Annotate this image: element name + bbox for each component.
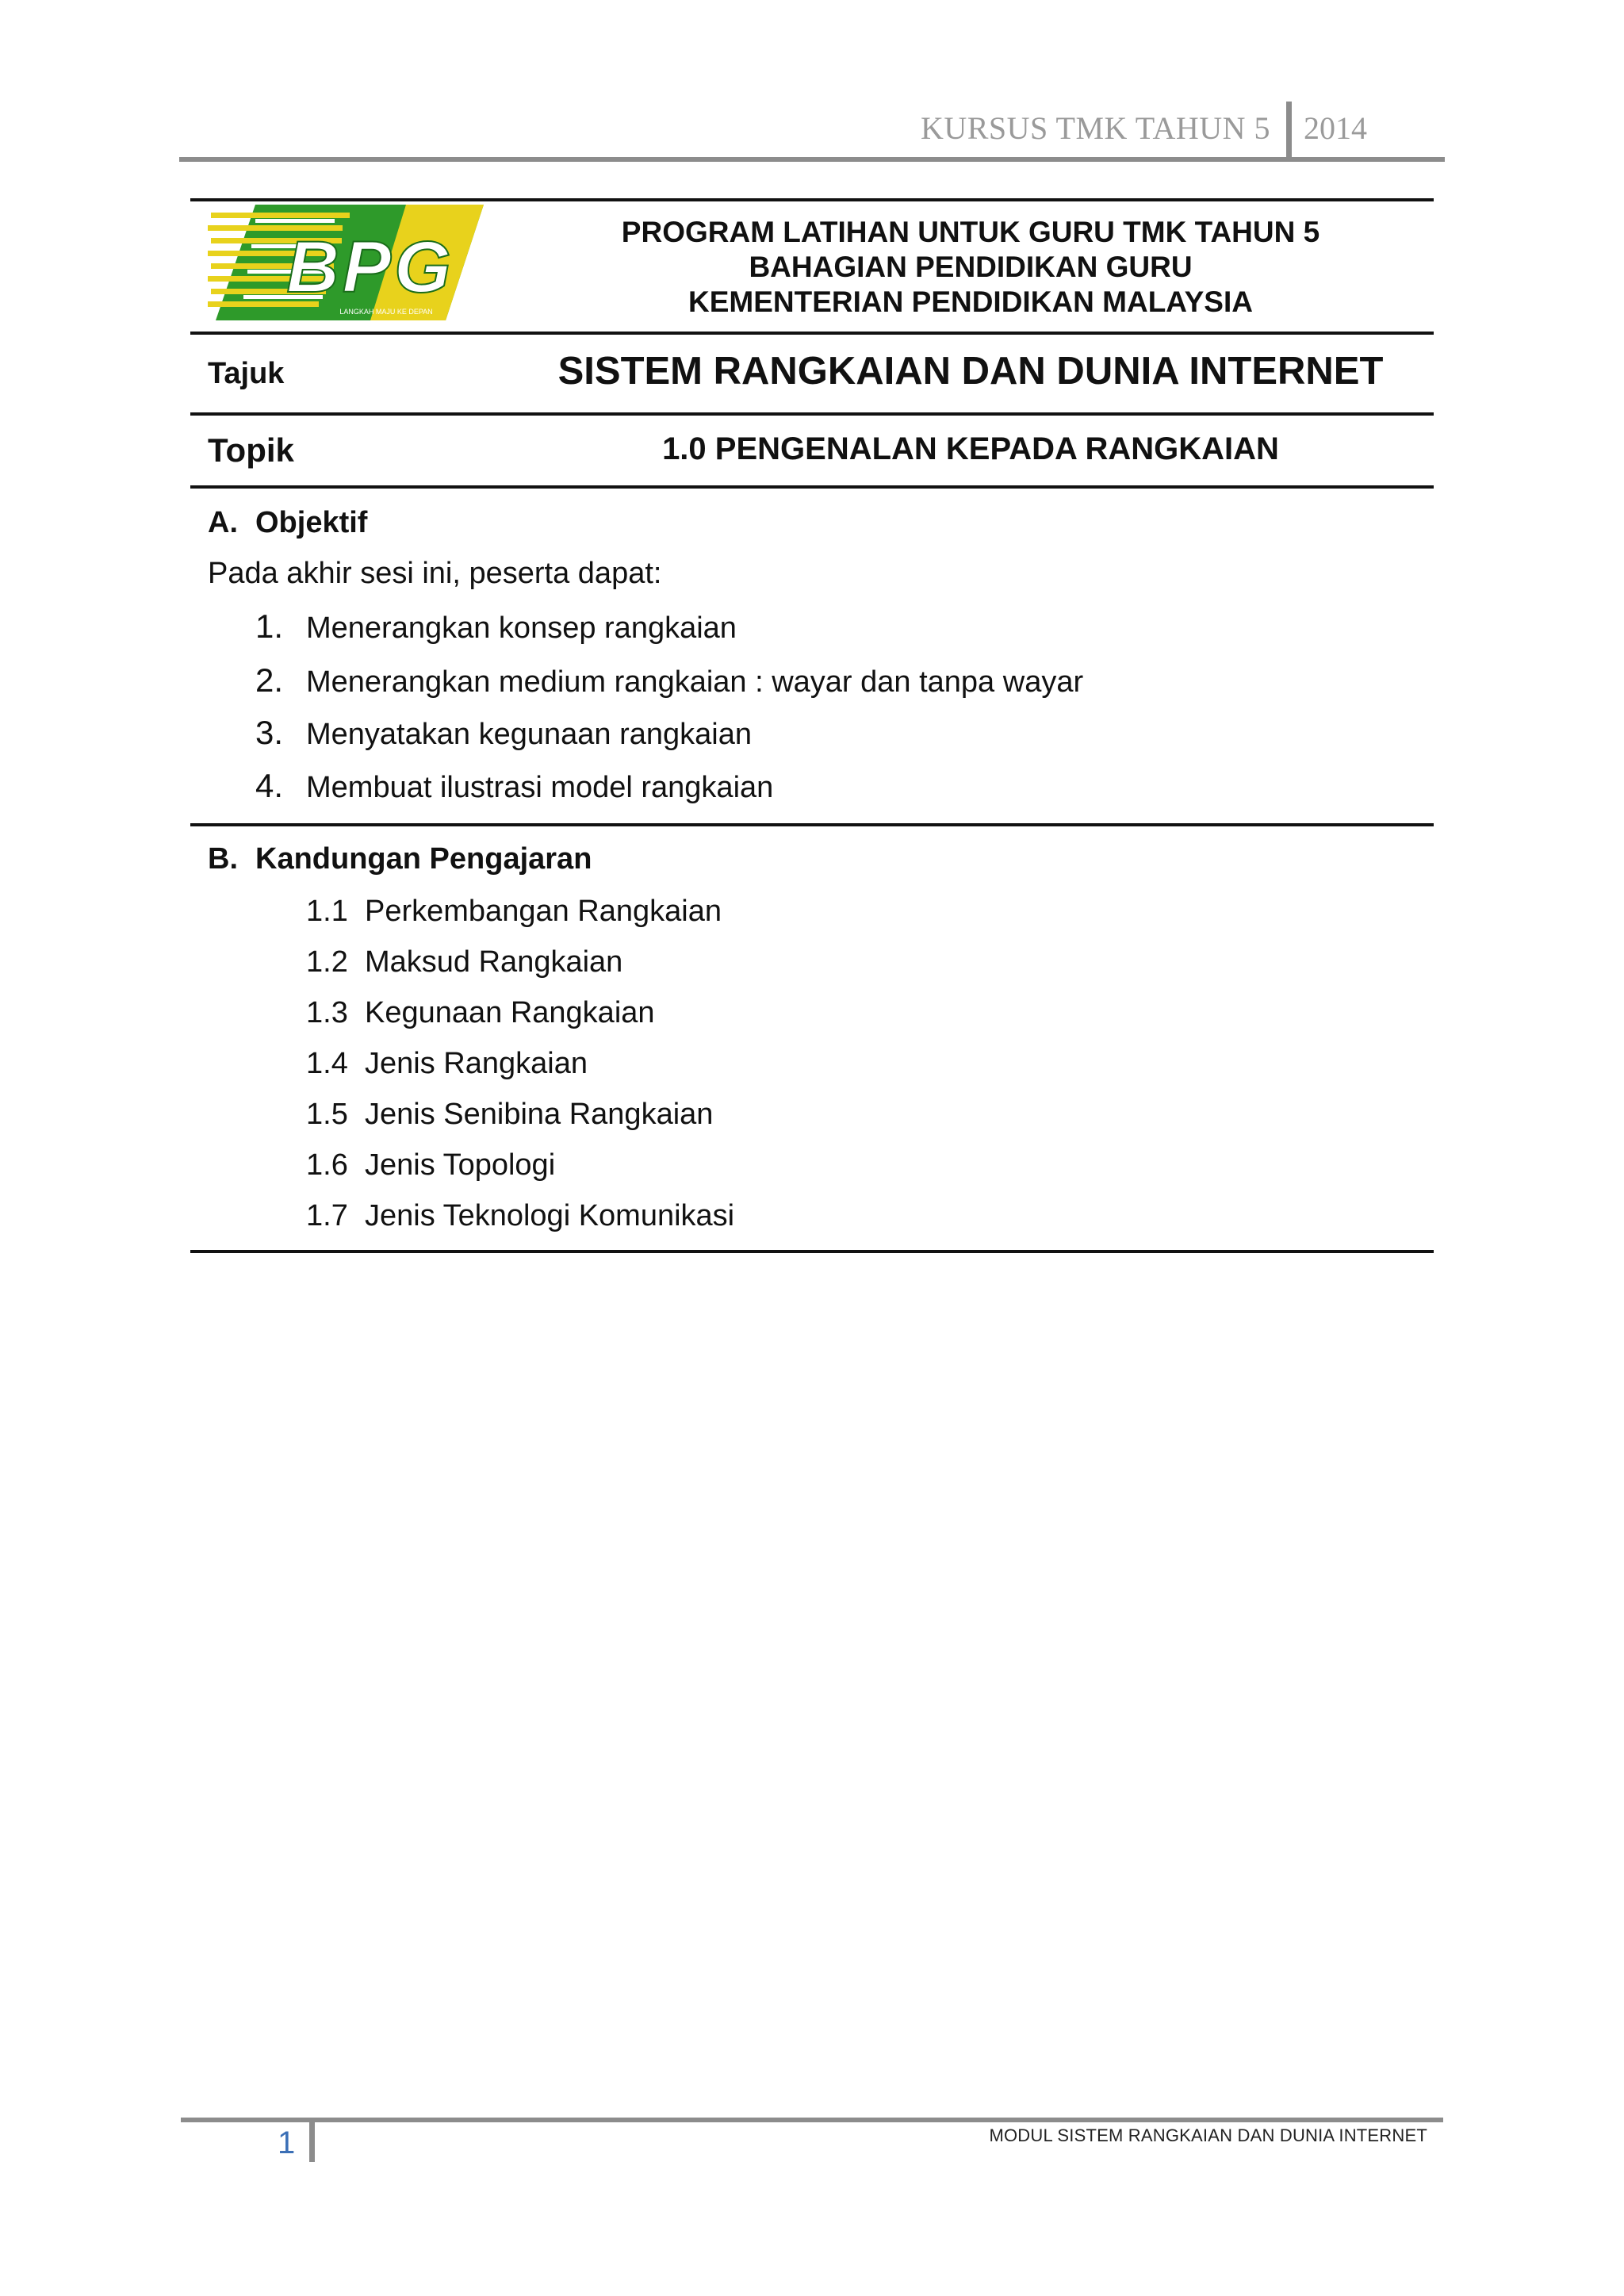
content-item: 1.2 Maksud Rangkaian — [306, 945, 623, 979]
objective-item: 4. Membuat ilustrasi model rangkaian — [255, 767, 774, 804]
logo-letters: BPG — [286, 227, 454, 308]
footer-rule — [181, 2118, 1443, 2122]
content-item: 1.3 Kegunaan Rangkaian — [306, 996, 655, 1029]
section-a-heading — [208, 506, 367, 540]
institution-line-1: PROGRAM LATIHAN UNTUK GURU TMK TAHUN 5 — [621, 216, 1320, 248]
form-top-rule — [190, 198, 1434, 201]
running-header-divider — [1286, 102, 1292, 157]
bpg-logo — [208, 203, 485, 322]
institution-line-2: BAHAGIAN PENDIDIKAN GURU — [749, 251, 1193, 283]
running-header-title: KURSUS TMK TAHUN 5 — [920, 110, 1270, 146]
objective-item: 2. Menerangkan medium rangkaian : wayar dan tanpa wayar — [255, 661, 1084, 699]
section-b-title: Kandungan Pengajaran — [255, 842, 592, 876]
rule-after-header — [190, 332, 1434, 335]
objective-item: 3. Menyatakan kegunaan rangkaian — [255, 714, 752, 751]
footer-module-title: MODUL SISTEM RANGKAIAN DAN DUNIA INTERNET — [989, 2125, 1427, 2145]
tajuk-label: Tajuk — [208, 357, 285, 390]
rule-after-tajuk — [190, 412, 1434, 416]
topik-value: 1.0 PENGENALAN KEPADA RANGKAIAN — [662, 431, 1279, 466]
content-item: 1.5 Jenis Senibina Rangkaian — [306, 1098, 714, 1131]
content-item: 1.1 Perkembangan Rangkaian — [306, 895, 722, 928]
tajuk-value: SISTEM RANGKAIAN DAN DUNIA INTERNET — [557, 350, 1384, 393]
footer-divider — [309, 2122, 315, 2162]
rule-after-topik — [190, 485, 1434, 489]
section-a-intro: Pada akhir sesi ini, peserta dapat: — [208, 557, 662, 590]
rule-after-section-b — [190, 1250, 1434, 1253]
page-number: 1 — [278, 2125, 296, 2160]
section-b-letter: B. — [208, 842, 238, 876]
rule-after-section-a — [190, 823, 1434, 826]
objective-item: 1. Menerangkan konsep rangkaian — [255, 608, 737, 645]
section-a-letter: A. — [208, 506, 238, 539]
section-b-heading — [208, 842, 592, 876]
logo-tagline: LANGKAH MAJU KE DEPAN — [339, 308, 433, 316]
content-item: 1.4 Jenis Rangkaian — [306, 1047, 588, 1080]
content-item: 1.7 Jenis Teknologi Komunikasi — [306, 1199, 735, 1232]
running-header-rule — [179, 157, 1445, 162]
running-header — [181, 102, 1443, 157]
section-a-title: Objektif — [255, 506, 368, 539]
running-header-year: 2014 — [1304, 110, 1367, 146]
content-item: 1.6 Jenis Topologi — [306, 1148, 556, 1182]
institution-line-3: KEMENTERIAN PENDIDIKAN MALAYSIA — [688, 286, 1253, 318]
topik-label: Topik — [208, 431, 294, 469]
